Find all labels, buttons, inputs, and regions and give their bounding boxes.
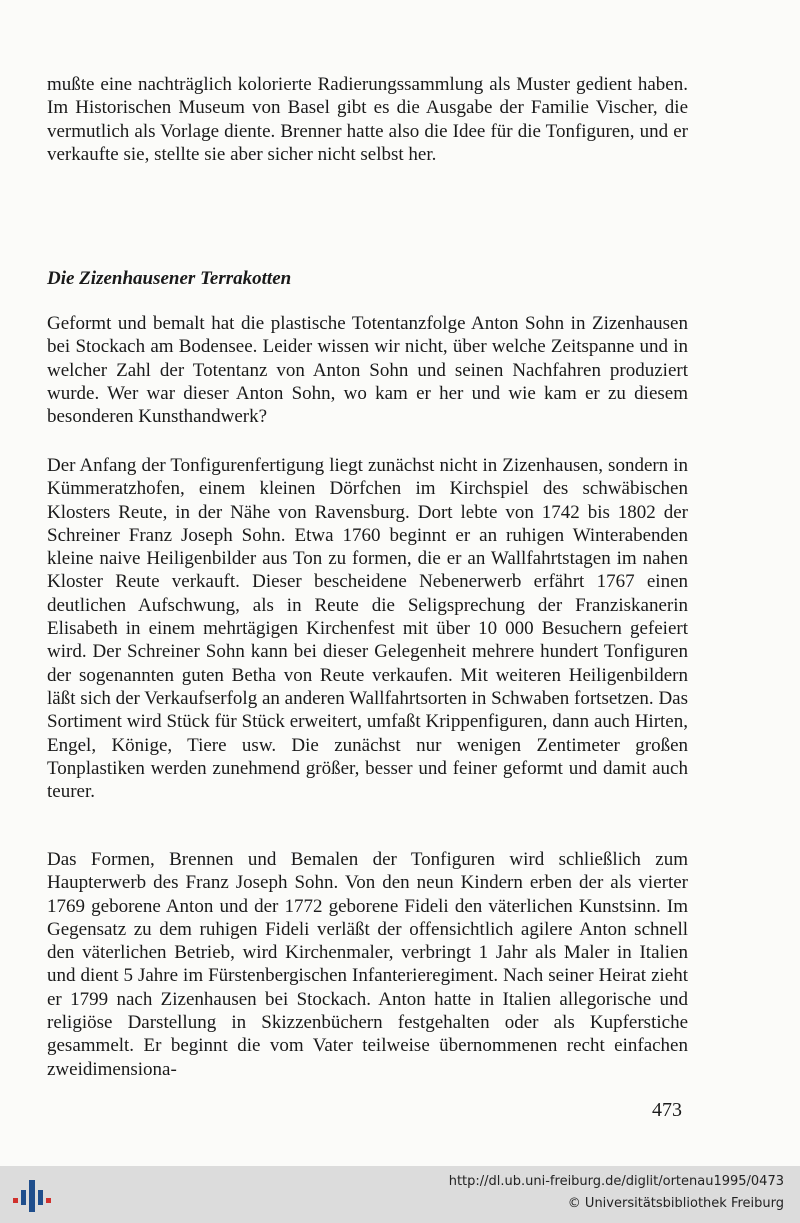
footer-bar — [0, 1166, 800, 1223]
footer-copyright: © Universitätsbibliothek Freiburg — [567, 1196, 784, 1211]
ub-freiburg-logo-icon[interactable] — [12, 1176, 52, 1216]
section-heading: Die Zizenhausener Terrakotten — [47, 268, 292, 289]
page-number: 473 — [652, 1099, 682, 1121]
paragraph-4: Das Formen, Brennen und Bemalen der Tonfiguren wird schließlich zum Haupterwerb des Franz Joseph Sohn. Von den neun Kindern erben der als vierter 1769 geborene Anton und der 1772 geborene Fideli den väterlichen Kunstsinn. Im Gegensatz zu dem ruhigen Fideli verläßt der offensichtlich agilere Anton schnell den väterlichen Betrieb, wird Kirchenmaler, verbringt 1 Jahr als Maler in Italien und dient 5 Jahre im Fürstenbergischen Infanterieregiment. Nach seiner Heirat zieht er 1799 nach Zizenhausen bei Stockach. Anton hatte in Italien allegorische und religiöse Darstellung in Skizzenbüchern festgehalten oder als Kupferstiche gesammelt. Er beginnt die vom Vater teilweise übernommenen recht einfachen zweidimensiona- — [47, 849, 688, 1080]
paragraph-3: Der Anfang der Tonfigurenfertigung liegt zunächst nicht in Zizenhausen, sondern in Kümmeratzhofen, einem kleinen Dörfchen im Kirchspiel des schwäbischen Klosters Reute, in der Nähe von Ravensburg. Dort lebte von 1742 bis 1802 der Schreiner Franz Joseph Sohn. Etwa 1760 beginnt er an ruhigen Winterabenden kleine naive Heiligenbilder aus Ton zu formen, die er an Wallfahrtstagen im nahen Kloster Reute verkauft. Dieser bescheidene Nebenerwerb erfährt 1767 einen deutlichen Aufschwung, als in Reute die Seligsprechung der Franziskanerin Elisabeth in einem mehrtägigen Kirchenfest mit über 10 000 Besuchern gefeiert wird. Der Schreiner Sohn kann bei dieser Gelegenheit mehrere hundert Tonfiguren der sogenannten guten Betha von Reute verkaufen. Mit weiteren Heiligenbildern läßt sich der Verkaufserfolg an anderen Wallfahrtsorten in Schwaben fortsetzen. Das Sortiment wird Stück für Stück erweitert, umfaßt Krippenfiguren, dann auch Hirten, Engel, Könige, Tiere usw. Die zunächst nur wenigen Zentimeter großen Tonplastiken werden zunehmend größer, besser und feiner geformt und damit auch teurer. — [47, 455, 688, 803]
paragraph-1: mußte eine nachträglich kolorierte Radierungssammlung als Muster gedient haben. Im Historischen Museum von Basel gibt es die Ausgabe der Familie Vischer, die vermutlich als Vorlage diente. Brenner hatte also die Idee für die Tonfiguren, und er verkaufte sie, stellte sie aber sicher nicht selbst her. — [47, 74, 688, 165]
footer-url-link[interactable]: http://dl.ub.uni-freiburg.de/diglit/ortenau1995/0473 — [448, 1174, 784, 1189]
paragraph-2: Geformt und bemalt hat die plastische Totentanzfolge Anton Sohn in Zizenhausen bei Stockach am Bodensee. Leider wissen wir nicht, über welche Zeitspanne und in welcher Zahl der Totentanz von Anton Sohn und seinen Nachfahren produziert wurde. Wer war dieser Anton Sohn, wo kam er her und wie kam er zu diesem besonderen Kunsthandwerk? — [47, 313, 688, 428]
